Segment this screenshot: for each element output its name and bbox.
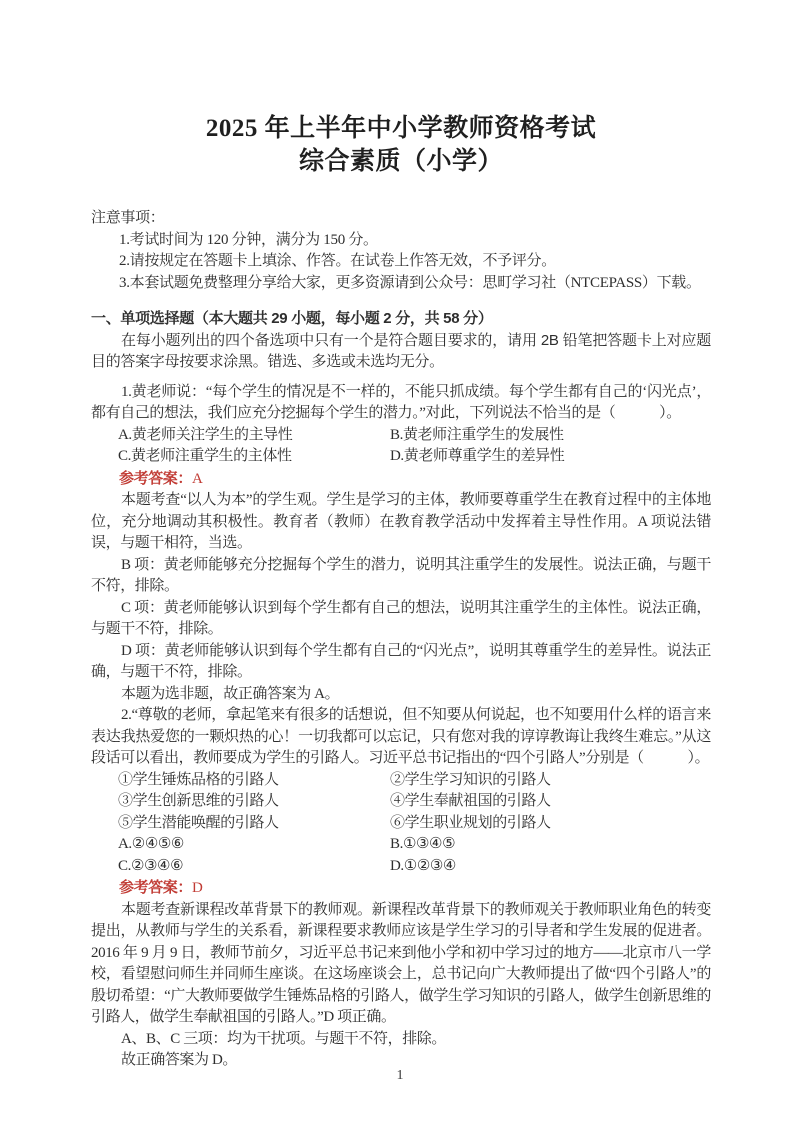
question-option: A.②④⑤⑥	[118, 836, 184, 852]
notice-item: 3.本套试题免费整理分享给大家，更多资源请到公众号：思町学习社（NTCEPASS）下载。	[119, 274, 701, 291]
question-option: B.①③④⑤	[390, 836, 456, 852]
question-stem: 1.黄老师说：“每个学生的情况是不一样的，不能只抓成绩。每个学生都有自己的‘闪光点’，都有自己的想法，我们应充分挖掘每个学生的潜力。”对此，下列说法不恰当的是（ ）。	[91, 383, 711, 421]
explanation-paragraph: 本题考查新课程改革背景下的教师观。新课程改革背景下的教师观关于教师职业角色的转变提出，从教师与学生的关系看，新课程要求教师应该是学生学习的引导者和学生发展的促进者。2016 年 9 月 9 日，教师节前夕，习近平总书记来到他小学和初中学习过的地方——北京市八一学校，看望慰问师生并同师生座谈。在这场座谈会上，总书记向广大教师提出了做“四个引路人”的殷切希望：“广大教师要做学生锤炼品格的引路人，做学生学习知识的引路人，做学生创新思维的引路人，做学生奉献祖国的引路人。”D 项正确。	[91, 901, 711, 1025]
reference-answer-label: 参考答案：	[119, 879, 193, 896]
explanation-paragraph: D 项：黄老师能够认识到每个学生都有自己的“闪光点”，说明其尊重学生的差异性。说法正确，与题干不符，排除。	[91, 642, 711, 680]
question-block	[91, 705, 711, 1072]
section-heading: 一、单项选择题（本大题共 29 小题，每小题 2 分，共 58 分）	[91, 310, 493, 327]
question-subitems	[91, 770, 711, 835]
question-option: B.黄老师注重学生的发展性	[390, 426, 564, 443]
reference-answer-letter: A	[192, 470, 203, 487]
question-options	[91, 425, 711, 468]
explanation-paragraph: B 项：黄老师能够充分挖掘每个学生的潜力，说明其注重学生的发展性。说法正确，与题干不符，排除。	[91, 556, 711, 594]
explanation-paragraph: 故正确答案为 D。	[121, 1052, 237, 1068]
page-content	[91, 112, 711, 1072]
question-stem: 2.“尊敬的老师，拿起笔来有很多的话想说，但不知要从何说起，也不知要用什么样的语言来表达我热爱您的一颗炽热的心！一切我都可以忘记，只有您对我的谆谆教诲让我终生难忘。”从这段话可以看出，教师要成为学生的引路人。习近平总书记指出的“四个引路人”分别是（ ）。	[91, 707, 711, 766]
exam-title-line2: 综合素质（小学）	[298, 148, 503, 175]
question-subitem: ③学生创新思维的引路人	[118, 793, 279, 809]
question-option: A.黄老师关注学生的主导性	[118, 426, 293, 443]
reference-answer-line	[91, 877, 711, 900]
question-options	[91, 834, 711, 877]
notice-heading: 注意事项：	[91, 210, 165, 226]
section-instructions: 在每小题列出的四个备选项中只有一个是符合题目要求的，请用 2B 铅笔把答题卡上对应题目的答案字母按要求涂黑。错选、多选或未选均无分。	[91, 331, 711, 370]
question-option: D.黄老师尊重学生的差异性	[390, 448, 565, 464]
notice-item: 2.请按规定在答题卡上填涂、作答。在试卷上作答无效，不予评分。	[119, 253, 556, 269]
explanation-paragraph: 本题为选非题，故正确答案为 A。	[121, 685, 340, 702]
reference-answer-label: 参考答案：	[119, 469, 193, 487]
explanation-paragraph: 本题考查“以人为本”的学生观。学生是学习的主体，教师要尊重学生在教育过程中的主体地位，充分地调动其积极性。教育者（教师）在教育教学活动中发挥着主导性作用。A 项说法错误，与题干相符，当选。	[91, 492, 711, 551]
notice-item: 1.考试时间为 120 分钟，满分为 150 分。	[119, 231, 378, 248]
question-subitem: ①学生锤炼品格的引路人	[118, 771, 279, 788]
explanation-paragraph: C 项：黄老师能够认识到每个学生都有自己的想法，说明其注重学生的主体性。说法正确，与题干不符，排除。	[91, 599, 711, 637]
question-option: D.①②③④	[390, 857, 456, 874]
exam-title-line1: 2025 年上半年中小学教师资格考试	[205, 115, 597, 142]
reference-answer-letter: D	[192, 880, 203, 896]
question-option: C.黄老师注重学生的主体性	[118, 448, 292, 464]
question-subitem: ④学生奉献祖国的引路人	[390, 793, 551, 809]
question-option: C.②③④⑥	[118, 857, 184, 874]
question-subitem: ⑤学生潜能唤醒的引路人	[118, 814, 279, 831]
question-subitem: ⑥学生职业规划的引路人	[390, 814, 551, 831]
notice-section	[91, 208, 711, 294]
question-block	[91, 382, 711, 706]
question-subitem: ②学生学习知识的引路人	[390, 771, 551, 788]
page-number: 1	[396, 1068, 404, 1083]
explanation-paragraph: A、B、C 三项：均为干扰项。与题干不符，排除。	[121, 1030, 446, 1047]
reference-answer-line	[91, 468, 711, 491]
